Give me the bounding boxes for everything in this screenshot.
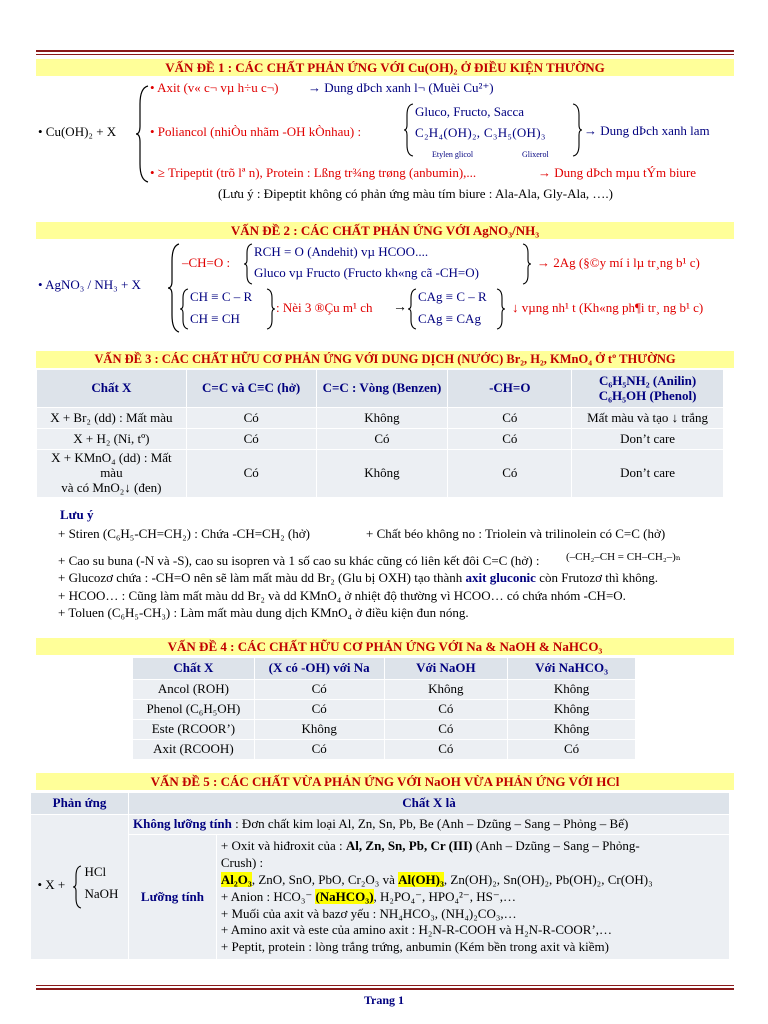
- s1-b3-result: → Dung dÞch mµu tÝm biure: [538, 165, 697, 180]
- s3-header-phenol: C₆H₅OH (Phenol): [598, 387, 697, 403]
- s5-row1-text: : Đơn chất kim loại Al, Zn, Sn, Pb, Be (Anh – Dzũng – Sang – Phỏng – Bế): [235, 816, 629, 832]
- table-row: [37, 408, 724, 429]
- s5-text: , H₂PO₄⁻, HPO₄²⁻, HS⁻,…: [373, 888, 516, 904]
- table-row: [37, 450, 724, 498]
- top-rule: [36, 50, 734, 52]
- s5-text: + Anion : HCO₃⁻: [220, 888, 313, 904]
- top-rule-2: [36, 54, 734, 55]
- cell-line: và có MnO₂↓ (đen): [61, 479, 162, 495]
- s2-g1-a: RCH = O (Andehit) vµ HCOO....: [254, 244, 429, 259]
- table-row: [133, 700, 636, 720]
- table-cell: Axit (RCOOH): [133, 740, 255, 760]
- s5-reaction-cell: [31, 815, 129, 960]
- bottom-rule-2: [36, 988, 734, 990]
- s3-note-3: + Cao su buna (-N và -S), cao su isopren và 1 số cao su khác cũng có liên kết đôi C=C (hở) :: [58, 553, 540, 568]
- s3-header-anilin: C₆H₅NH₂ (Anilin): [598, 372, 697, 388]
- s3-header: [572, 370, 724, 408]
- section-1-title: VẤN ĐỀ 1 : CÁC CHẤT PHẢN ỨNG VỚI Cu(OH)₂ Ở ĐIỀU KIỆN THƯỜNG: [36, 59, 734, 76]
- s2-g1-b: Gluco vµ Fructo (Fructo kh«ng cã -CH=O): [254, 265, 479, 280]
- s2-g1-brace-close: [522, 243, 531, 285]
- table-cell: Có: [186, 450, 316, 498]
- table-cell: Có: [254, 740, 384, 760]
- s5-text: (Anh – Dzũng – Sang – Phỏng-: [475, 838, 640, 853]
- s5-text: + Oxit và hiđroxit của :: [220, 838, 343, 853]
- s5-bold: Al, Zn, Sn, Pb, Cr (III): [345, 838, 473, 853]
- table-cell: [37, 450, 187, 498]
- table-cell: Don’t care: [572, 450, 724, 498]
- s2-root: • AgNO₃ / NH₃ + X: [38, 277, 141, 292]
- s3-luu-y: Lưu ý: [60, 507, 94, 522]
- s1-b2-brace: [404, 103, 414, 157]
- s5-text: , ZnO, SnO, PbO, Cr₂O₃ và: [251, 871, 395, 887]
- s3-note-6: + Toluen (C₆H₅-CH₃) : Làm mất màu dung dịch KMnO₄ ở điều kiện đun nóng.: [58, 605, 469, 620]
- table-cell: Không: [316, 450, 448, 498]
- section-3-title: VẤN ĐỀ 3 : CÁC CHẤT HỮU CƠ PHẢN ỨNG VỚI DUNG DỊCH (NƯỚC) Br₂, H₂, KMnO₄ Ở tº THƯỜNG: [36, 351, 734, 368]
- table-row: [133, 740, 636, 760]
- table-cell: Có: [384, 740, 508, 760]
- s1-brace-svg: [136, 84, 150, 184]
- s5-react-x: • X +: [37, 877, 66, 893]
- table-cell: Có: [316, 429, 448, 450]
- s4-table: [132, 657, 636, 760]
- s1-b2-a: Gluco, Fructo, Sacca: [415, 104, 525, 119]
- s5-highlight: Al(OH)₃: [398, 871, 444, 887]
- s2-g2-brace-close: [266, 288, 275, 330]
- table-cell: Ancol (ROH): [133, 680, 255, 700]
- table-row: [37, 429, 724, 450]
- table-cell: Không: [384, 680, 508, 700]
- table-cell: Không: [316, 408, 448, 429]
- s5-line: + Peptit, protein : lòng trắng trứng, anbumin (Kém bền trong axit và kiềm): [220, 939, 609, 955]
- s5-row1: [128, 815, 729, 835]
- table-cell: Có: [254, 680, 384, 700]
- s1-b2-brace-close: [572, 103, 582, 157]
- s2-g2-brace-2: [408, 288, 417, 330]
- s1-b2-result: → Dung dÞch xanh lam: [584, 123, 710, 138]
- s1-b1: • Axit (v« c¬ vµ h÷u c¬): [150, 80, 279, 95]
- s1-note: (Lưu ý : Đipeptit không có phản ứng màu tím biure : Ala-Ala, Gly-Ala, ….): [218, 186, 613, 201]
- s3-note-2: + Chất béo không no : Triolein và trilinolein có C=C (hở): [366, 526, 666, 541]
- s5-react-hcl: HCl: [84, 864, 107, 880]
- s5-react-naoh: NaOH: [84, 886, 119, 902]
- s3-note-5: + HCOO… : Cũng làm mất màu dd Br₂ và dd KMnO₄ ở nhiệt độ thường vì HCOO… có chứa nhóm -CH=O.: [58, 588, 626, 603]
- s1-b2-sub2: Glixerol: [522, 150, 549, 159]
- section-5-title: VẤN ĐỀ 5 : CÁC CHẤT VỪA PHẢN ỨNG VỚI NaOH VỪA PHẢN ỨNG VỚI HCl: [36, 773, 734, 790]
- table-cell: Có: [186, 429, 316, 450]
- table-cell: Este (RCOOR’): [133, 720, 255, 740]
- table-row: [133, 720, 636, 740]
- note-highlight: axit gluconic: [465, 570, 536, 585]
- table-cell: Có: [186, 408, 316, 429]
- bottom-rule: [36, 985, 734, 986]
- table-cell: Có: [448, 450, 572, 498]
- s5-line: [221, 838, 725, 855]
- s5-header: Phản ứng: [31, 793, 129, 815]
- s5-line: Crush) :: [220, 854, 264, 870]
- s5-line: + Amino axit và este của amino axit : H₂N-R-COOH và H₂N-R-COOR’,…: [220, 922, 613, 938]
- s2-g2-brace-close-2: [496, 288, 505, 330]
- section-4-title: VẤN ĐỀ 4 : CÁC CHẤT HỮU CƠ PHẢN ỨNG VỚI Na & NaOH & NaHCO₃: [36, 638, 734, 655]
- s2-g2-c: CAg ≡ C – R: [418, 289, 487, 304]
- s2-g2-arrow: →: [393, 300, 407, 315]
- s5-reaction: [31, 857, 127, 917]
- table-cell: Có: [384, 700, 508, 720]
- s3-header: C=C : Vòng (Benzen): [316, 370, 448, 408]
- table-cell: Có: [508, 740, 636, 760]
- s4-header: Chất X: [133, 658, 255, 680]
- table-cell: Không: [508, 700, 636, 720]
- table-cell: X + H₂ (Ni, tº): [37, 429, 187, 450]
- s2-g2-b: CH ≡ CH: [190, 311, 240, 326]
- s3-note-3-formula: (–CH₂–CH = CH–CH₂–)ₙ: [566, 551, 681, 563]
- table-cell: X + Br₂ (dd) : Mất màu: [37, 408, 187, 429]
- table-cell: Có: [448, 429, 572, 450]
- cell-line: X + KMnO₄ (dd) : Mất màu: [51, 450, 172, 480]
- s5-text: , Zn(OH)₂, Sn(OH)₂, Pb(OH)₂, Cr(OH)₃: [443, 871, 653, 887]
- table-row: [133, 680, 636, 700]
- s5-line: [221, 872, 725, 889]
- s2-g2-result: ↓ vµng nh¹ t (Kh«ng ph¶i tr¸ ng b¹ c): [512, 300, 704, 315]
- s5-row2-label: Lưỡng tính: [128, 835, 216, 960]
- s1-b3: • ≥ Tripeptit (trõ lª n), Protein : Lßng tr¾ng trøng (anbumin),...: [150, 165, 477, 180]
- page-number: Trang 1: [363, 993, 405, 1007]
- s5-row2-content: [216, 835, 729, 960]
- s5-table: [30, 792, 730, 960]
- s3-header: -CH=O: [448, 370, 572, 408]
- s5-header: Chất X là: [128, 793, 729, 815]
- s4-header: (X có -OH) với Na: [254, 658, 384, 680]
- s3-table: [36, 369, 724, 498]
- note-text: còn Frutozơ thì không.: [539, 570, 658, 585]
- s2-g2-brace: [180, 288, 189, 330]
- table-cell: Phenol (C₆H₅OH): [133, 700, 255, 720]
- table-cell: Có: [384, 720, 508, 740]
- s2-g1: –CH=O :: [182, 255, 231, 270]
- s5-highlight: (NaHCO₃): [315, 888, 374, 904]
- s5-highlight: Al₂O₃: [220, 871, 252, 887]
- s2-g2-d: CAg ≡ CAg: [418, 311, 481, 326]
- table-cell: Không: [254, 720, 384, 740]
- table-cell: Don’t care: [572, 429, 724, 450]
- s2-brace: [168, 243, 180, 333]
- section-2-title: VẤN ĐỀ 2 : CÁC CHẤT PHẢN ỨNG VỚI AgNO₃/NH₃: [36, 222, 734, 239]
- s5-row1-label: Không lưỡng tính: [132, 816, 232, 832]
- s4-header: Với NaOH: [384, 658, 508, 680]
- table-cell: Có: [448, 408, 572, 429]
- note-text: + Glucozơ chứa : -CH=O nên sẽ làm mất màu dd Br₂ (Glu bị OXH) tạo thành: [58, 570, 463, 585]
- s4-header: Với NaHCO₃: [508, 658, 636, 680]
- s3-header: C=C và C≡C (hở): [186, 370, 316, 408]
- table-cell: Không: [508, 680, 636, 700]
- s3-note-1: + Stiren (C₆H₅-CH=CH₂) : Chứa -CH=CH₂ (hở): [58, 526, 310, 541]
- s2-g1-result: → 2Ag (§©y mí i lµ tr¸ng b¹ c): [537, 255, 700, 270]
- s1-b2-b: C₂H₄(OH)₂, C₃H₅(OH)₃: [415, 125, 546, 140]
- s3-note-4: [58, 571, 658, 586]
- table-cell: Có: [254, 700, 384, 720]
- s1-b2-sub1: Etylen glicol: [432, 150, 474, 159]
- s3-header: Chất X: [37, 370, 187, 408]
- table-cell: Không: [508, 720, 636, 740]
- s5-brace: [73, 865, 82, 909]
- s1-b1-result: → Dung dÞch xanh l¬ (Muèi Cu²⁺): [308, 80, 494, 95]
- s1-root: • Cu(OH)₂ + X: [38, 124, 117, 139]
- s2-g2-a: CH ≡ C – R: [190, 289, 253, 304]
- table-cell: Mất màu và tạo ↓ trắng: [572, 408, 724, 429]
- s2-g1-brace: [244, 243, 253, 285]
- s5-line: + Muối của axit và bazơ yếu : NH₄HCO₃, (NH₄)₂CO₃,…: [220, 905, 517, 921]
- s1-b2: • Poliancol (nhiÒu nhãm -OH kÒnhau) :: [150, 124, 362, 139]
- s2-g2-mid: : Nèi 3 ®Çu m¹ ch: [276, 300, 373, 315]
- s5-line: [221, 889, 725, 906]
